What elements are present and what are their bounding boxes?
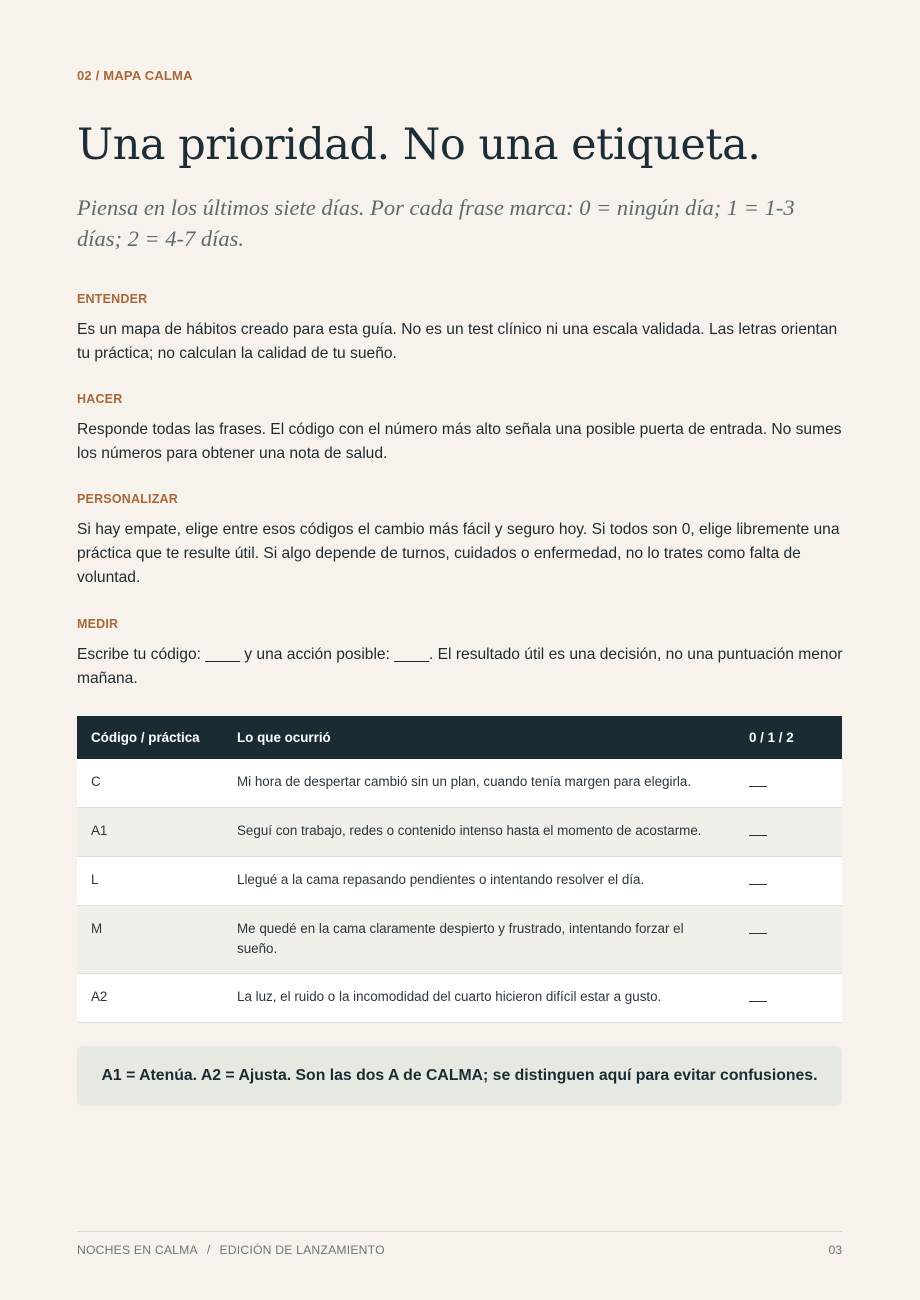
table-row xyxy=(77,857,842,906)
row-code: M xyxy=(77,906,223,974)
row-code: C xyxy=(77,759,223,808)
score-blank[interactable] xyxy=(749,919,767,934)
row-description: La luz, el ruido o la incomodidad del cuarto hicieron difícil estar a gusto. xyxy=(223,974,735,1023)
section-label-personalizar: PERSONALIZAR xyxy=(77,492,179,506)
section-body-entender: Es un mapa de hábitos creado para esta guía. No es un test clínico ni una escala validada. Las letras orientan tu práctica; no calculan la calidad de tu sueño. xyxy=(77,321,838,362)
section-label-hacer: HACER xyxy=(77,392,123,406)
footer-title: NOCHES EN CALMA xyxy=(77,1243,198,1257)
row-code: A2 xyxy=(77,974,223,1023)
header-score: 0 / 1 / 2 xyxy=(735,716,842,759)
section-body-hacer: Responde todas las frases. El código con el número más alto señala una posible puerta de entrada. No sumes los números para obtener una nota de salud. xyxy=(77,421,842,462)
row-description: Llegué a la cama repasando pendientes o intentando resolver el día. xyxy=(223,857,735,906)
table-header-row xyxy=(77,716,842,759)
header-code: Código / práctica xyxy=(77,716,223,759)
table-row xyxy=(77,808,842,857)
page-title: Una prioridad. No una etiqueta. xyxy=(77,120,761,170)
score-blank[interactable] xyxy=(749,772,767,787)
row-description: Seguí con trabajo, redes o contenido intenso hasta el momento de acostarme. xyxy=(223,808,735,857)
score-blank[interactable] xyxy=(749,870,767,885)
row-description: Mi hora de despertar cambió sin un plan, cuando tenía margen para elegirla. xyxy=(223,759,735,808)
footer-divider xyxy=(77,1231,842,1232)
row-score-cell xyxy=(735,906,842,974)
section-label-entender: ENTENDER xyxy=(77,292,148,306)
row-score-cell xyxy=(735,857,842,906)
callout-note xyxy=(77,1046,842,1106)
row-description: Me quedé en la cama claramente despierto y frustrado, intentando forzar el sueño. xyxy=(223,906,735,974)
footer-publication xyxy=(77,1243,385,1257)
header-description: Lo que ocurrió xyxy=(223,716,735,759)
section-kicker: 02 / MAPA CALMA xyxy=(77,68,193,83)
footer-separator: / xyxy=(206,1243,211,1257)
table-body xyxy=(77,759,842,1023)
table-row xyxy=(77,759,842,808)
row-code: L xyxy=(77,857,223,906)
row-score-cell xyxy=(735,808,842,857)
row-score-cell xyxy=(735,759,842,808)
habit-map-table xyxy=(77,716,842,1023)
section-body-medir: Escribe tu código: ____ y una acción posible: ____. El resultado útil es una decisión, no una puntuación menor mañana. xyxy=(77,646,843,687)
table-row xyxy=(77,974,842,1023)
score-blank[interactable] xyxy=(749,987,767,1002)
table-row xyxy=(77,906,842,974)
table-header xyxy=(77,716,842,759)
section-label-medir: MEDIR xyxy=(77,617,119,631)
score-blank[interactable] xyxy=(749,821,767,836)
row-code: A1 xyxy=(77,808,223,857)
page-subtitle: Piensa en los últimos siete días. Por cada frase marca: 0 = ningún día; 1 = 1-3 días; 2 = 4-7 días. xyxy=(77,195,795,251)
callout-note-text: A1 = Atenúa. A2 = Ajusta. Son las dos A de CALMA; se distinguen aquí para evitar confusiones. xyxy=(101,1067,818,1084)
row-score-cell xyxy=(735,974,842,1023)
section-body-personalizar: Si hay empate, elige entre esos códigos el cambio más fácil y seguro hoy. Si todos son 0, elige libremente una práctica que te resulte útil. Si algo depende de turnos, cuidados o enfermedad, no lo trates como falta de voluntad. xyxy=(77,521,840,586)
footer-edition: EDICIÓN DE LANZAMIENTO xyxy=(219,1243,385,1257)
page-number: 03 xyxy=(828,1243,842,1257)
